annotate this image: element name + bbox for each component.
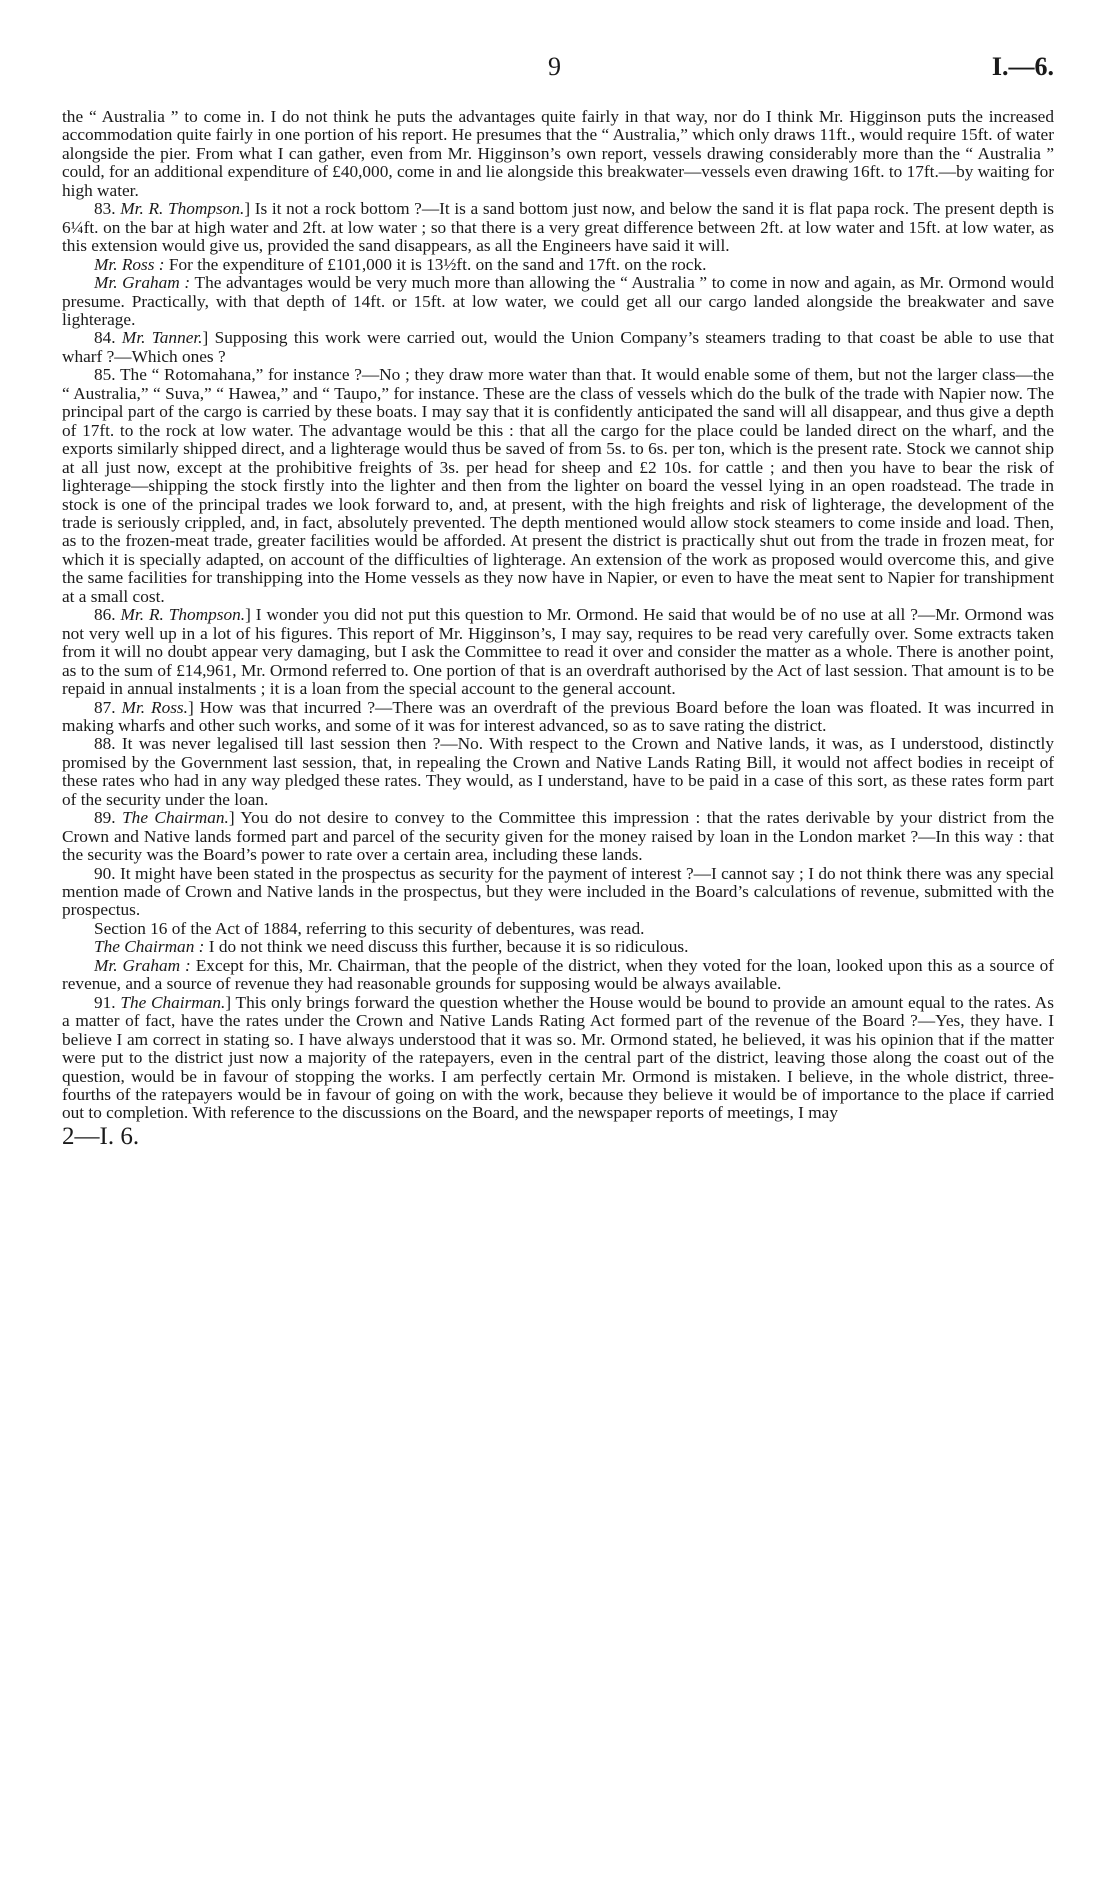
- paragraph-text: ] You do not desire to convey to the Committee this impression : that the rates derivable by your district from the Crown and Native lands formed part and parcel of the security given for the money raised by loan in the London market ?—In this way : that the security was the Board’s power to rate over a certain area, including these lands.: [62, 808, 1054, 865]
- paragraph: [62, 329, 1054, 366]
- paragraph-text: Except for this, Mr. Chairman, that the people of the district, when they voted for the loan, looked upon this as a source of revenue, and a source of revenue they had reasonable grounds for supposing would be always available.: [62, 955, 1054, 994]
- paragraph-text: The advantages would be very much more than allowing the “ Australia ” to come in now and again, as Mr. Ormond would presume. Practically, with that depth of 14ft. or 15ft. at low water, we could get all our cargo landed alongside the breakwater and save lighterage.: [62, 273, 1054, 329]
- paragraph-text: Section 16 of the Act of 1884, referring to this security of debentures, was read.: [94, 918, 645, 938]
- paragraph: [62, 735, 1054, 809]
- paragraph-text: ] I wonder you did not put this question to Mr. Ormond. He said that would be of no use at all ?—Mr. Ormond was not very well up in a lot of his figures. This report of Mr. Higginson’s, I may say, requires to be read very carefully over. Some extracts taken from it will no doubt appear very damaging, but I ask the Committee to read it over and consider the matter as a whole. There is another point, as to the sum of £14,961, Mr. Ormond referred to. One portion of that is an overdraft authorised by the Act of last session. That amount is to be repaid in annual instalments ; it is a loan from the special account to the general account.: [62, 605, 1054, 699]
- paragraph: [62, 366, 1054, 606]
- speaker-name: Mr. Ross :: [94, 254, 165, 274]
- paragraph: [62, 699, 1054, 736]
- speaker-name: Mr. R. Thompson.: [120, 199, 245, 219]
- speaker-name: Mr. Ross.: [121, 697, 188, 717]
- speaker-name: Mr. R. Thompson.: [120, 605, 246, 625]
- document-body: [62, 108, 1054, 1123]
- paragraph: [62, 274, 1054, 329]
- speaker-name: The Chairman :: [94, 937, 205, 957]
- paragraph: [62, 920, 1054, 938]
- paragraph-text: 90. It might have been stated in the prospectus as security for the payment of interest ?—I cannot say ; I do not think there was any special mention made of Crown and Native lands in the prospectus, but they were included in the Board’s calculations of revenue, submitted with the prospectus.: [62, 863, 1054, 920]
- paragraph: [62, 938, 1054, 956]
- paragraph: [62, 994, 1054, 1123]
- paragraph: [62, 957, 1054, 994]
- paragraph-text: ] This only brings forward the question whether the House would be bound to provide an amount equal to the rates. As a matter of fact, have the rates under the Crown and Native Lands Rating Act formed part of the revenue of the Board ?—Yes, they have. I believe I am correct in stating so. I have always understood that it was so. Mr. Ormond stated, he believed, it was his opinion that if the matter were put to the district just now a majority of the ratepayers, even in the central part of the district, leaving those along the coast out of the question, would be in favour of stopping the works. I am perfectly certain Mr. Ormond is mistaken. I believe, in the whole district, three-fourths of the ratepayers would be in favour of going on with the work, because they believe it would be of importance to the place if carried out to completion. With reference to the discussions on the Board, and the newspaper reports of meetings, I may: [62, 992, 1055, 1123]
- paragraph-text: ] How was that incurred ?—There was an overdraft of the previous Board before the loan was floated. It was incurred in making wharfs and other such works, and some of it was for interest advanced, so as to save rating the district.: [62, 697, 1055, 735]
- paragraph-text: For the expenditure of £101,000 it is 13½ft. on the sand and 17ft. on the rock.: [164, 254, 707, 274]
- paragraph-text: the “ Australia ” to come in. I do not think he puts the advantages quite fairly in that way, nor do I think Mr. Higginson puts the increased accommodation quite fairly in one portion of his report. He presumes that the “ Australia,” which only draws 11ft., would require 15ft. of water alongside the pier. From what I can gather, even from Mr. Higginson’s own report, vessels drawing considerably more than the “ Australia ” could, for an additional expenditure of £40,000, come in and lie alongside this breakwater—vessels even drawing 16ft. to 17ft.—by waiting for high water.: [62, 107, 1054, 200]
- paragraph: [62, 865, 1054, 920]
- paper-reference: I.—6.: [991, 52, 1054, 81]
- paragraph: [62, 108, 1054, 200]
- page-header: [62, 52, 1054, 92]
- paragraph: [62, 200, 1054, 255]
- signature-mark: 2—I. 6.: [62, 1122, 140, 1150]
- paragraph-text: ] Supposing this work were carried out, would the Union Company’s steamers trading to that coast be able to use that wharf ?—Which ones ?: [62, 328, 1054, 366]
- speaker-name: The Chairman.: [120, 992, 226, 1012]
- speaker-name: Mr. Graham :: [94, 955, 191, 975]
- paragraph-text: I do not think we need discuss this further, because it is so ridiculous.: [204, 937, 689, 957]
- paragraph-text: 89.: [94, 808, 123, 828]
- paragraph-text: 88. It was never legalised till last session then ?—No. With respect to the Crown and Native lands, it was, as I understood, distinctly promised by the Government last session, that, in repealing the Crown and Native Lands Rating Bill, it would not affect bodies in receipt of these rates who had in any way pledged these rates. They would, as I understand, have to be paid in a case of this sort, as these rates form part of the security under the loan.: [62, 734, 1054, 809]
- paragraph-text: 85. The “ Rotomahana,” for instance ?—No ; they draw more water than that. It would enable some of them, but not the larger class—the “ Australia,” “ Suva,” “ Hawea,” and “ Taupo,” for instance. These are the class of vessels which do the bulk of the trade with Napier now. The principal part of the cargo is carried by these boats. I may say that it is confidently anticipated the sand will all disappear, and thus give a depth of 17ft. to the rock at low water. The advantage would be this : that all the cargo for the place could be landed direct on the wharf, and the exports similarly shipped direct, and a lighterage would thus be saved of from 5s. to 6s. per ton, which is the present rate. Stock we cannot ship at all just now, except at the prohibitive freights of 3s. per head for sheep and £2 10s. for cattle ; and then you have to bear the risk of lighterage—shipping the stock firstly into the lighter and then from the lighter on board the vessel lying in an open roadstead. The trade in stock is one of the principal trades we look forward to, and, at present, with the high freights and risk of lighterage, the development of the trade is seriously crippled, and, in fact, absolutely prevented. The depth mentioned would allow stock steamers to come inside and load. Then, as to the frozen-meat trade, greater facilities would be afforded. At present the district is practically shut out from the trade in frozen meat, for which it is specially adapted, on account of the difficulties of lighterage. An extension of the work as proposed would overcome this, and give the same facilities for transhipping into the Home vessels as they now have in Napier, or even to have the meat sent to Napier for transhipment at a small cost.: [62, 365, 1054, 606]
- speaker-name: Mr. Tanner.: [121, 328, 203, 348]
- paragraph-text: 84.: [94, 328, 122, 348]
- paragraph: [62, 809, 1054, 864]
- page-number: 9: [548, 52, 561, 81]
- paragraph-text: 91.: [94, 992, 121, 1012]
- speaker-name: The Chairman.: [122, 808, 229, 828]
- paragraph-text: ] Is it not a rock bottom ?—It is a sand bottom just now, and below the sand it is flat papa rock. The present depth is 6¼ft. on the bar at high water and 2ft. at low water ; so that there is a very great difference between 2ft. at low water and 15ft. at low water, as this extension would give us, provided the sand disappears, as all the Engineers have said it will.: [62, 199, 1055, 256]
- paragraph: [62, 256, 1054, 274]
- speaker-name: Mr. Graham :: [94, 273, 191, 293]
- paragraph: [62, 606, 1054, 698]
- paragraph-text: 83.: [94, 199, 121, 219]
- document-page: [62, 52, 1054, 1151]
- paragraph-text: 87.: [94, 697, 122, 717]
- paragraph-text: 86.: [94, 605, 121, 625]
